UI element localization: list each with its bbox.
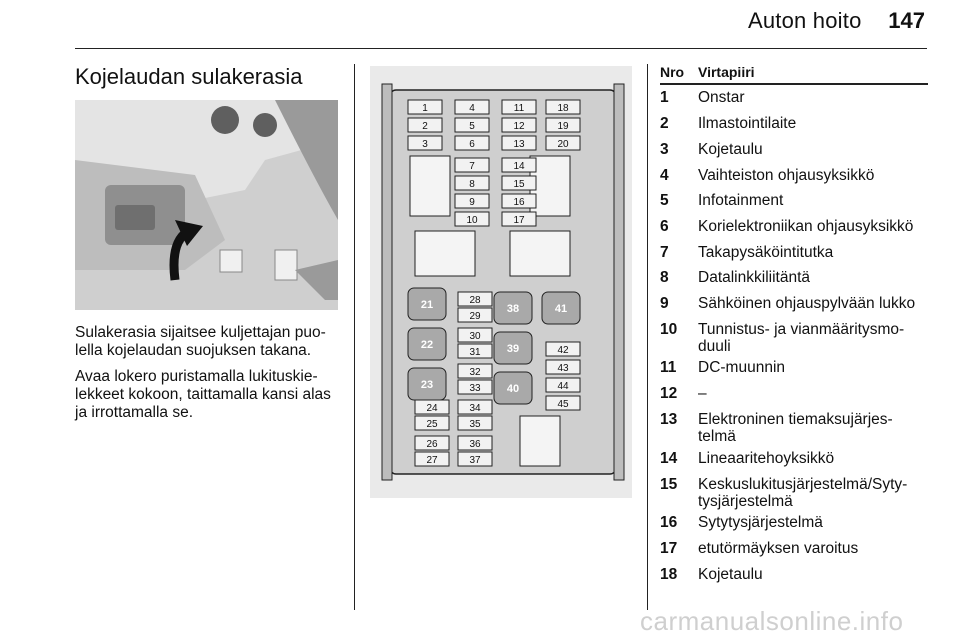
table-header bbox=[660, 64, 928, 85]
row-number: 12 bbox=[660, 385, 678, 402]
table-row bbox=[660, 141, 928, 158]
fuse-label: 2 bbox=[422, 121, 428, 132]
row-circuit: Tunnistus- ja vianmääritysmo- duuli bbox=[698, 321, 905, 355]
fuse-label: 37 bbox=[469, 455, 481, 466]
fuse-label: 18 bbox=[557, 103, 569, 114]
fuse-label: 15 bbox=[513, 179, 525, 190]
fuse-label: 3 bbox=[422, 139, 428, 150]
fuse-label: 35 bbox=[469, 419, 481, 430]
row-number: 10 bbox=[660, 321, 678, 338]
table-row bbox=[660, 89, 928, 106]
row-number: 17 bbox=[660, 540, 678, 557]
table-row bbox=[660, 450, 928, 467]
table-row bbox=[660, 269, 928, 286]
fuse-label: 43 bbox=[557, 363, 569, 374]
fuse-label: 19 bbox=[557, 121, 569, 132]
fuse-label: 9 bbox=[469, 197, 475, 208]
row-number: 9 bbox=[660, 295, 669, 312]
dashboard-photo bbox=[75, 100, 338, 310]
table-row bbox=[660, 321, 928, 355]
paragraph-location: Sulakerasia sijaitsee kuljettajan puo- lella kojelaudan suojuksen takana. bbox=[75, 324, 326, 359]
watermark: carmanualsonline.info bbox=[640, 606, 904, 636]
fuse-label: 17 bbox=[513, 215, 525, 226]
row-number: 15 bbox=[660, 476, 678, 493]
row-circuit: Onstar bbox=[698, 89, 745, 106]
column-divider-left bbox=[354, 64, 355, 610]
maxi-fuse-label: 41 bbox=[554, 303, 568, 315]
row-circuit: Vaihteiston ohjausyksikkö bbox=[698, 167, 875, 184]
row-number: 3 bbox=[660, 141, 669, 158]
row-number: 6 bbox=[660, 218, 669, 235]
row-number: 18 bbox=[660, 566, 678, 583]
row-number: 14 bbox=[660, 450, 678, 467]
fuse-label: 34 bbox=[469, 403, 481, 414]
header-section-title: Auton hoito bbox=[748, 8, 862, 33]
row-circuit: Keskuslukitusjärjestelmä/Syty- tysjärjestelmä bbox=[698, 476, 908, 510]
row-circuit: DC-muunnin bbox=[698, 359, 786, 376]
row-circuit: etutörmäyksen varoitus bbox=[698, 540, 859, 557]
header-rule bbox=[75, 48, 927, 49]
table-row bbox=[660, 115, 928, 132]
row-number: 7 bbox=[660, 244, 669, 261]
column-header-circuit: Virtapiiri bbox=[698, 64, 755, 80]
table-row bbox=[660, 218, 928, 235]
maxi-fuse-label: 23 bbox=[420, 379, 434, 391]
column-divider-right bbox=[647, 64, 648, 610]
row-circuit: Sähköinen ohjauspylvään lukko bbox=[698, 295, 916, 312]
row-number: 8 bbox=[660, 269, 669, 286]
fuse-label: 12 bbox=[513, 121, 525, 132]
fuse-label: 32 bbox=[469, 367, 481, 378]
fuse-label: 42 bbox=[557, 345, 569, 356]
row-number: 4 bbox=[660, 167, 669, 184]
fuse-label: 28 bbox=[469, 295, 481, 306]
row-number: 5 bbox=[660, 192, 669, 209]
row-circuit: Lineaaritehoyksikkö bbox=[698, 450, 835, 467]
fuse-label: 14 bbox=[513, 161, 525, 172]
page-title: Kojelaudan sulakerasia bbox=[75, 64, 303, 89]
row-circuit: Korielektroniikan ohjausyksikkö bbox=[698, 218, 914, 235]
table-row bbox=[660, 359, 928, 376]
fuse-label: 45 bbox=[557, 399, 569, 410]
row-circuit: Kojetaulu bbox=[698, 566, 763, 583]
table-row bbox=[660, 411, 928, 445]
fuse-label: 31 bbox=[469, 347, 481, 358]
fuse-label: 20 bbox=[557, 139, 569, 150]
fuse-label: 25 bbox=[426, 419, 438, 430]
maxi-fuse-label: 21 bbox=[420, 299, 434, 311]
maxi-fuse-label: 40 bbox=[506, 383, 520, 395]
row-circuit: Kojetaulu bbox=[698, 141, 763, 158]
fuse-label: 5 bbox=[469, 121, 475, 132]
table-row bbox=[660, 244, 928, 261]
fuse-box-diagram bbox=[370, 66, 632, 498]
row-number: 11 bbox=[660, 359, 677, 376]
fuse-label: 36 bbox=[469, 439, 481, 450]
row-circuit: Infotainment bbox=[698, 192, 784, 209]
fuse-label: 24 bbox=[426, 403, 438, 414]
row-circuit: Sytytysjärjestelmä bbox=[698, 514, 823, 531]
row-circuit: Elektroninen tiemaksujärjes- telmä bbox=[698, 411, 893, 445]
fuse-label: 33 bbox=[469, 383, 481, 394]
fuse-label: 11 bbox=[513, 103, 525, 114]
fuse-label: 27 bbox=[426, 455, 438, 466]
fuse-label: 6 bbox=[469, 139, 475, 150]
row-circuit: – bbox=[698, 385, 707, 402]
fuse-label: 1 bbox=[422, 103, 428, 114]
table-row bbox=[660, 514, 928, 531]
fuse-label: 29 bbox=[469, 311, 481, 322]
fuse-label: 16 bbox=[513, 197, 525, 208]
fuse-label: 30 bbox=[469, 331, 481, 342]
table-row bbox=[660, 566, 928, 583]
table-row bbox=[660, 167, 928, 184]
row-circuit: Ilmastointilaite bbox=[698, 115, 797, 132]
fuse-label: 26 bbox=[426, 439, 438, 450]
fuse-label: 7 bbox=[469, 161, 475, 172]
fuse-label: 44 bbox=[557, 381, 569, 392]
row-circuit: Datalinkkiliitäntä bbox=[698, 269, 810, 286]
row-circuit: Takapysäköintitutka bbox=[698, 244, 834, 261]
fuse-table bbox=[660, 64, 928, 583]
fuse-label: 10 bbox=[466, 215, 478, 226]
paragraph-opening: Avaa lokero puristamalla lukituskie- lekkeet kokoon, taittamalla kansi alas ja irrottamalla se. bbox=[75, 368, 331, 421]
table-row bbox=[660, 476, 928, 510]
row-number: 13 bbox=[660, 411, 678, 428]
table-row bbox=[660, 540, 928, 557]
fuse-label: 13 bbox=[513, 139, 525, 150]
column-header-number: Nro bbox=[660, 64, 685, 80]
row-number: 1 bbox=[660, 89, 669, 106]
row-number: 2 bbox=[660, 115, 669, 132]
maxi-fuse-label: 39 bbox=[506, 343, 520, 355]
table-row bbox=[660, 385, 928, 402]
table-row bbox=[660, 192, 928, 209]
maxi-fuse-label: 22 bbox=[420, 339, 434, 351]
fuse-label: 8 bbox=[469, 179, 475, 190]
row-number: 16 bbox=[660, 514, 678, 531]
maxi-fuse-label: 38 bbox=[506, 303, 520, 315]
fuse-label: 4 bbox=[469, 103, 475, 114]
page-number: 147 bbox=[888, 8, 925, 33]
table-row bbox=[660, 295, 928, 312]
